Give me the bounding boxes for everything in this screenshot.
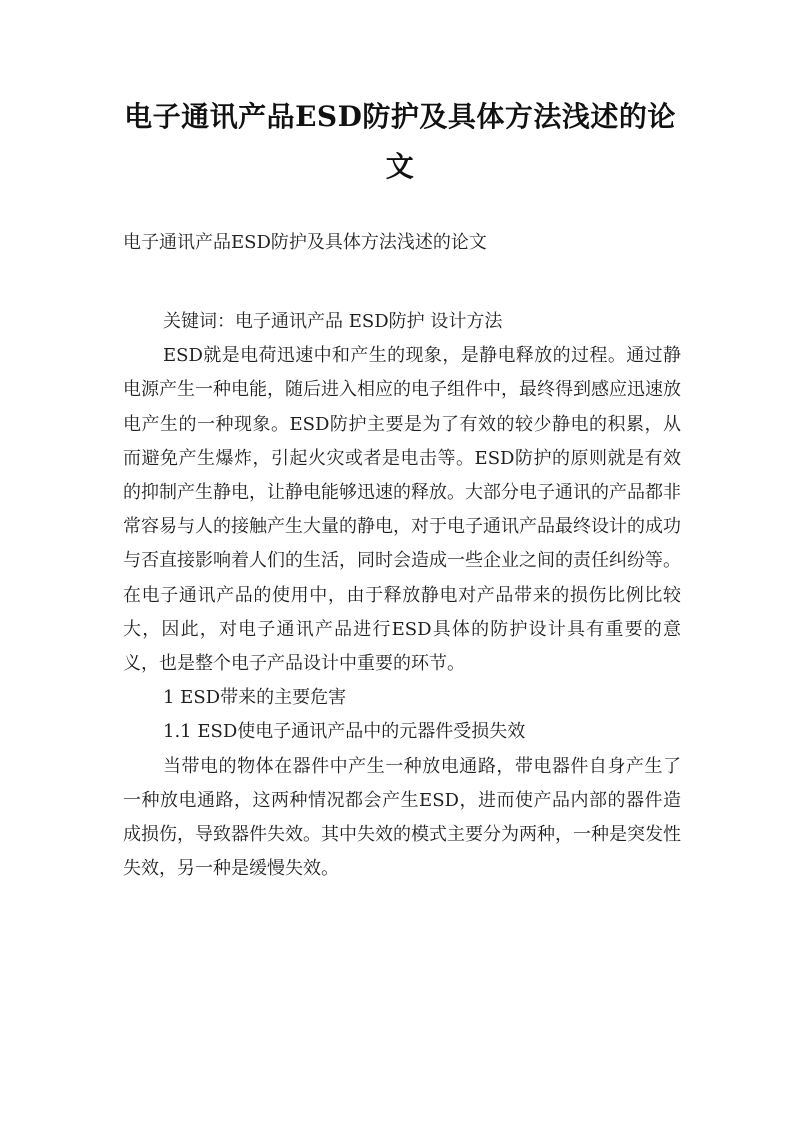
- subsection-paragraph: 当带电的物体在器件中产生一种放电通路，带电器件自身产生了一种放电通路，这两种情况都会产生ESD，进而使产品内部的器件造成损伤，导致器件失效。其中失效的模式主要分为两种，一种是突发性失效，另一种是缓慢失效。: [123, 755, 681, 880]
- keywords-line: 关键词：电子通讯产品 ESD防护 设计方法: [163, 311, 503, 332]
- document-title: 电子通讯产品ESD防护及具体方法浅述的论文: [124, 100, 676, 183]
- document-subtitle: 电子通讯产品ESD防护及具体方法浅述的论文: [123, 232, 487, 253]
- subsection-heading: 1.1 ESD使电子通讯产品中的元器件受损失效: [163, 721, 526, 743]
- document-body: [123, 305, 681, 886]
- intro-paragraph: ESD就是电荷迅速中和产生的现象，是静电释放的过程。通过静电源产生一种电能，随后进入相应的电子组件中，最终得到感应迅速放电产生的一种现象。ESD防护主要是为了有效的较少静电的积累，从而避免产生爆炸，引起火灾或者是电击等。ESD防护的原则就是有效的抑制产生静电，让静电能够迅速的释放。大部分电子通讯的产品都非常容易与人的接触产生大量的静电，对于电子通讯产品最终设计的成功与否直接影响着人们的生活，同时会造成一些企业之间的责任纠纷等。在电子通讯产品的使用中，由于释放静电对产品带来的损伤比例比较大，因此，对电子通讯产品进行ESD具体的防护设计具有重要的意义，也是整个电子产品设计中重要的环节。: [123, 345, 681, 675]
- section-heading: 1 ESD带来的主要危害: [163, 687, 347, 709]
